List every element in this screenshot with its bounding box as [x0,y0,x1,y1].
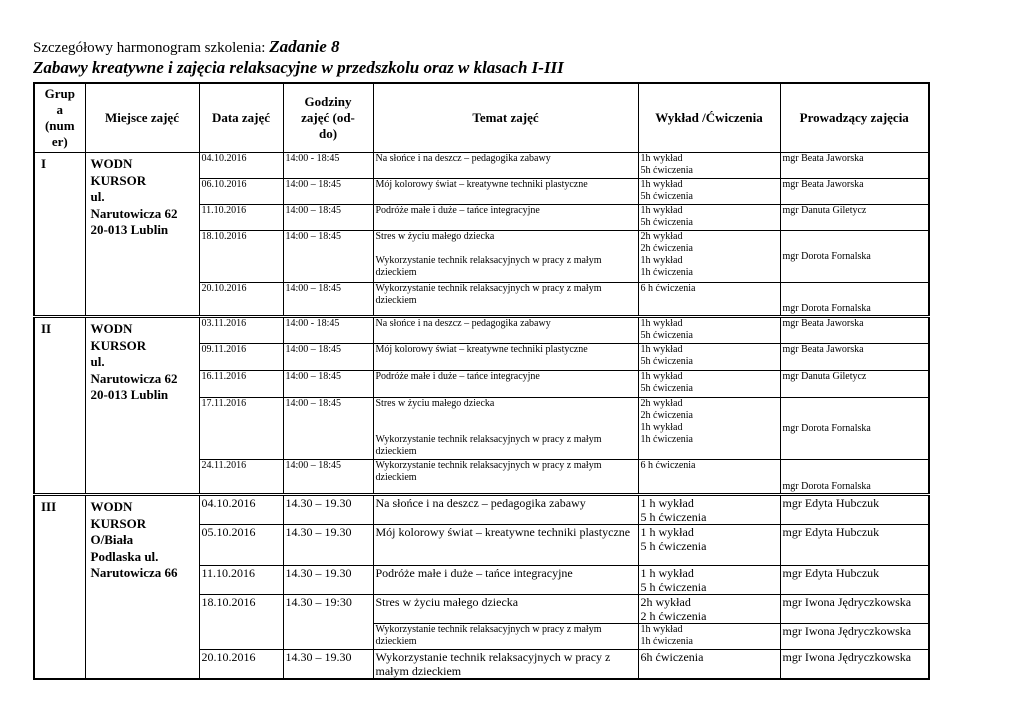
schedule-table [33,82,930,680]
lecturer-cell: mgr Beata Jaworska [780,179,929,205]
topic-cell: Podróże małe i duże – tańce integracyjne [373,566,638,595]
topic-cell: Stres w życiu małego dziecka Wykorzystanie technik relaksacyjnych w pracy z małym dzieckiem [373,398,638,460]
lecturer-cell: mgr Iwona Jędryczkowska [780,624,929,650]
col-header-hours: Godziny zajęć (od- do) [283,83,373,153]
lecturer-cell: mgr Dorota Fornalska [780,460,929,495]
date-cell: 04.10.2016 [199,495,283,525]
table-row [34,153,929,179]
mode-cell: 6h ćwiczenia [638,650,780,680]
hours-cell: 14:00 – 18:45 [283,344,373,371]
date-cell: 11.10.2016 [199,205,283,231]
table-row [34,495,929,525]
topic-cell: Wykorzystanie technik relaksacyjnych w pracy z małym dzieckiem [373,650,638,680]
col-header-place: Miejsce zajęć [85,83,199,153]
hours-cell: 14:00 – 18:45 [283,398,373,460]
col-header-date: Data zajęć [199,83,283,153]
mode-cell: 1 h wykład 5 h ćwiczenia [638,495,780,525]
place-cell: WODN KURSOR ul. Narutowicza 62 20-013 Lublin [85,317,199,495]
hours-cell: 14.30 – 19.30 [283,525,373,566]
date-cell: 09.11.2016 [199,344,283,371]
hours-cell: 14:00 – 18:45 [283,205,373,231]
date-cell: 18.10.2016 [199,231,283,283]
place-cell: WODN KURSOR ul. Narutowicza 62 20-013 Lublin [85,153,199,317]
date-cell: 20.10.2016 [199,283,283,317]
group-number: I [34,153,85,317]
group-number: II [34,317,85,495]
topic-cell: Wykorzystanie technik relaksacyjnych w pracy z małym dzieckiem [373,460,638,495]
date-cell: 24.11.2016 [199,460,283,495]
topic-cell: Na słońce i na deszcz – pedagogika zabawy [373,317,638,344]
topic-cell: Stres w życiu małego dziecka Wykorzystanie technik relaksacyjnych w pracy z małym dzieckiem [373,231,638,283]
lecturer-cell: mgr Beata Jaworska [780,344,929,371]
mode-cell: 1h wykład 1h ćwiczenia [638,624,780,650]
mode-cell: 1h wykład 5h ćwiczenia [638,179,780,205]
hours-cell: 14:00 - 18:45 [283,153,373,179]
mode-cell: 1h wykład 5h ćwiczenia [638,371,780,398]
schedule-heading [33,37,340,57]
topic-cell: Na słońce i na deszcz – pedagogika zabawy [373,495,638,525]
lecturer-cell: mgr Dorota Fornalska [780,231,929,283]
hours-cell: 14.30 – 19:30 [283,595,373,650]
lecturer-cell: mgr Edyta Hubczuk [780,525,929,566]
mode-cell: 1 h wykład 5 h ćwiczenia [638,566,780,595]
topic-cell: Na słońce i na deszcz – pedagogika zabawy [373,153,638,179]
hours-cell: 14.30 – 19.30 [283,495,373,525]
date-cell: 04.10.2016 [199,153,283,179]
title-prefix: Szczegółowy harmonogram szkolenia: [33,40,266,56]
table-row [34,317,929,344]
col-header-mode: Wykład /Ćwiczenia [638,83,780,153]
col-header-lecturer: Prowadzący zajęcia [780,83,929,153]
lecturer-cell: mgr Edyta Hubczuk [780,495,929,525]
hours-cell: 14:00 – 18:45 [283,283,373,317]
mode-cell: 6 h ćwiczenia [638,283,780,317]
lecturer-cell: mgr Dorota Fornalska [780,398,929,460]
lecturer-cell: mgr Iwona Jędryczkowska [780,650,929,680]
topic-cell: Mój kolorowy świat – kreatywne techniki plastyczne [373,344,638,371]
topic-cell: Wykorzystanie technik relaksacyjnych w pracy z małym dzieckiem [373,283,638,317]
hours-cell: 14.30 – 19.30 [283,566,373,595]
topic-cell: Stres w życiu małego dziecka [373,595,638,624]
date-cell: 20.10.2016 [199,650,283,680]
lecturer-cell: mgr Edyta Hubczuk [780,566,929,595]
mode-cell: 2h wykład 2h ćwiczenia 1h wykład 1h ćwiczenia [638,231,780,283]
lecturer-cell: mgr Danuta Giletycz [780,205,929,231]
date-cell: 16.11.2016 [199,371,283,398]
date-cell: 05.10.2016 [199,525,283,566]
mode-cell: 2h wykład 2 h ćwiczenia [638,595,780,624]
hours-cell: 14:00 – 18:45 [283,371,373,398]
date-cell: 06.10.2016 [199,179,283,205]
lecturer-cell: mgr Beata Jaworska [780,153,929,179]
topic-cell: Mój kolorowy świat – kreatywne techniki plastyczne [373,179,638,205]
topic-cell: Mój kolorowy świat – kreatywne techniki plastyczne [373,525,638,566]
hours-cell: 14:00 – 18:45 [283,460,373,495]
title-task: Zadanie 8 [269,37,340,56]
col-header-group: Grup a (num er) [34,83,85,153]
lecturer-cell: mgr Iwona Jędryczkowska [780,595,929,624]
topic-cell: Podróże małe i duże – tańce integracyjne [373,205,638,231]
training-title: Zabawy kreatywne i zajęcia relaksacyjne w przedszkolu oraz w klasach I-III [33,58,564,77]
mode-cell: 1h wykład 5h ćwiczenia [638,317,780,344]
date-cell: 17.11.2016 [199,398,283,460]
hours-cell: 14:00 – 18:45 [283,231,373,283]
topic-cell: Wykorzystanie technik relaksacyjnych w pracy z małym dzieckiem [373,624,638,650]
mode-cell: 6 h ćwiczenia [638,460,780,495]
mode-cell: 1h wykład 5h ćwiczenia [638,205,780,231]
lecturer-cell: mgr Dorota Fornalska [780,283,929,317]
hours-cell: 14:00 – 18:45 [283,179,373,205]
lecturer-cell: mgr Danuta Giletycz [780,371,929,398]
mode-cell: 2h wykład 2h ćwiczenia 1h wykład 1h ćwiczenia [638,398,780,460]
group-number: III [34,495,85,680]
place-cell: WODN KURSOR O/Biała Podlaska ul. Narutowicza 66 [85,495,199,680]
mode-cell: 1 h wykład 5 h ćwiczenia [638,525,780,566]
date-cell: 03.11.2016 [199,317,283,344]
date-cell: 11.10.2016 [199,566,283,595]
hours-cell: 14.30 – 19.30 [283,650,373,680]
lecturer-cell: mgr Beata Jaworska [780,317,929,344]
col-header-topic: Temat zajęć [373,83,638,153]
date-cell: 18.10.2016 [199,595,283,650]
table-header-row [34,83,929,153]
mode-cell: 1h wykład 5h ćwiczenia [638,344,780,371]
mode-cell: 1h wykład 5h ćwiczenia [638,153,780,179]
hours-cell: 14:00 - 18:45 [283,317,373,344]
topic-cell: Podróże małe i duże – tańce integracyjne [373,371,638,398]
